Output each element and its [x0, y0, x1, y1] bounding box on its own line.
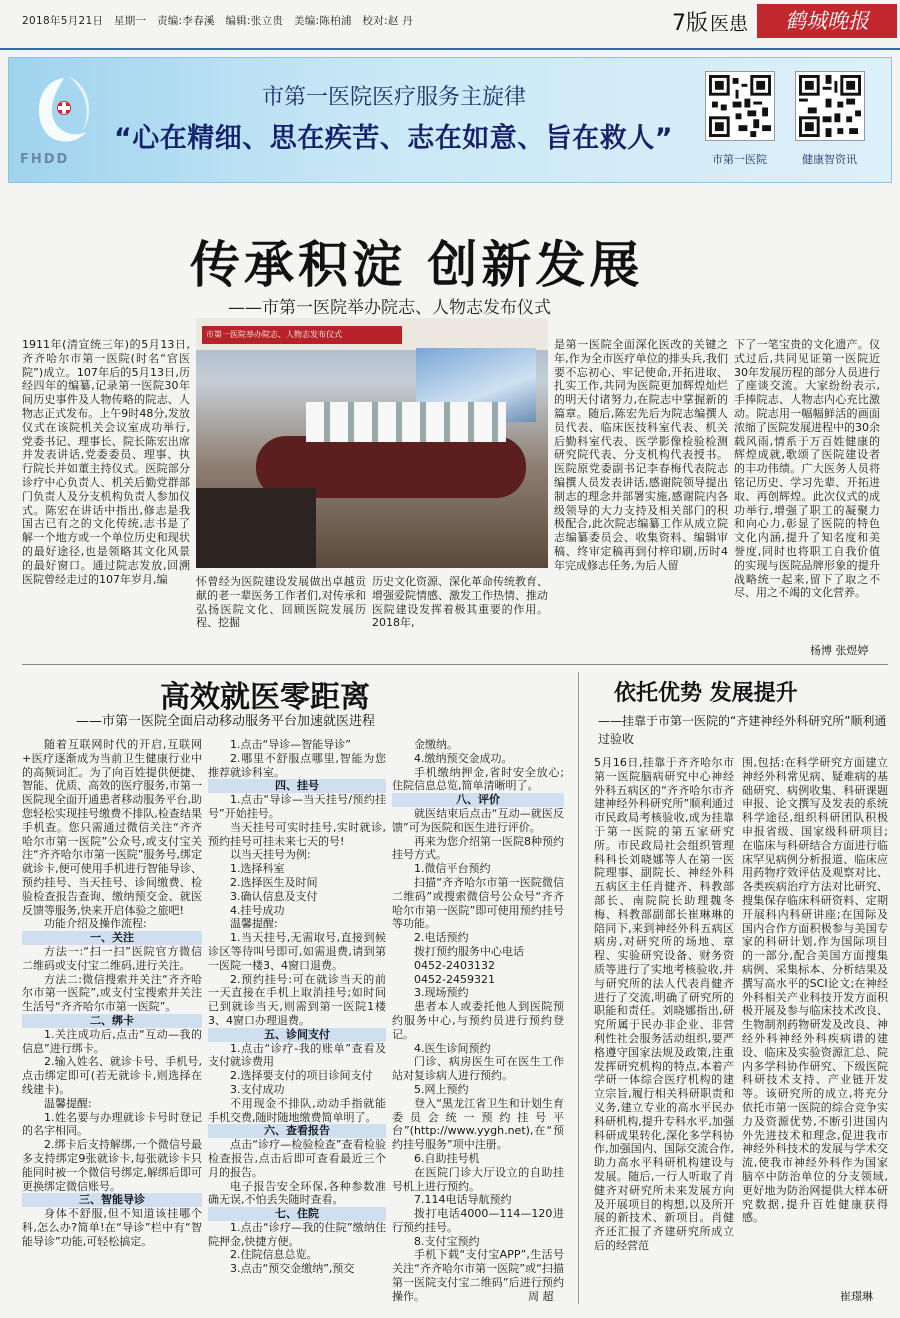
paragraph: 1.点击“诊疗-我的账单”查看及支付就诊费用: [208, 1041, 386, 1069]
header-meta: [22, 13, 420, 28]
qr-code-icon: [796, 72, 864, 140]
article2-col2: [208, 738, 386, 1304]
divider: [22, 664, 888, 665]
paragraph: 6.自助挂号机: [414, 1151, 480, 1165]
page-number: 7版: [672, 11, 708, 36]
article1-byline: 杨博 张煜婷: [810, 644, 869, 657]
paragraph: 金缴纳。: [414, 738, 458, 751]
article2-col1: [22, 738, 202, 1304]
issue-date: 2018年5月21日: [22, 15, 104, 27]
article3-col2: 围,包括:在科学研究方面建立神经外科常见病、疑难病的基础研究、病例收集、科研课题申报、论文撰写及发表的系统科学途径,组织科研团队积极申报省级、国家级科研项目;在临床与科研结合方面进行临床罕见病例分析报道、临床应用药物疗效评估及观察对比、各类疾病治疗方法对比研究、搜集保存临床科研资料、定期开展科内科研讲座;在国际及国内合作方面积极参与美国专家的科研计划,作为国际项目的一部分,配合美国方面搜集病例、采集标本、分析结果及撰写高水平的SCI论文;在神经外科相关产业科技开发方面积极开展及参与临床技术改良、生物制剂药物研发及改良、神经外科神经外科疾病谱的建设、临床及实验资源汇总、院内多学科协作研究、下级医院科研技术支持、产业链开发等。该研究所的成立,将充分依托市第一医院的综合竞争实力及资源优势,不断引进国内外先进技术和理念,促进我市神经外科技术的发展与学术交流,使我市神经外科作为国家脑卒中防治单位的分支领域,更好地为防治网提供大样本研究数据,提升百姓健康获得感。: [742, 756, 888, 1225]
article1-col3: 历史文化资源、深化革命传统教育、增强爱院情感、激发工作热情、推动医院建设发挥着极其重要的作用。2018年,: [372, 575, 548, 630]
paragraph: 随着互联网时代的开启,互联网+医疗逐渐成为当前卫生健康行业中的高频词汇。为了向百姓提供便捷、智能、优质、高效的医疗服务,市第一医院现全面开通患者移动服务平台,助您轻松实现挂号缴费不排队,检查结果手机查。您只需通过微信关注“齐齐哈尔市第一医院”公众号,或支付宝关注“齐齐哈尔市第一医院”服务号,绑定就诊卡,便可使用手机进行智能导诊、预约挂号、当天挂号、诊间缴费、检验检查报告查询、缴纳预交金、就医反馈等服务,快来开启体验之旅吧!: [22, 738, 202, 917]
article1-col1: 1911年(清宣统三年)的5月13日,齐齐哈尔市第一医院(时名“官医院”)成立。107年后的5月13日,历经四年的编纂,记录第一医院30年间历史事件及人物传略的院志、人物志正式发布。上午9时48分,发放仪式在该院机关会议室成功举行,党委书记、理事长、院长陈宏出席并发表讲话,党委委员、理事、执行院长并如董主持仪式。医院部分诊疗中心负责人、机关后勤党群部门负责人及分支机构负责人参加仪式。陈宏在讲话中指出,修志是我国古已有之的文化传统,志书是了解一个地方或一个单位历史和现状的最好途径,也是领略其文化风景的最好窗口。通过院志发放,回溯医院曾经走过的107年岁月,编: [22, 338, 190, 586]
section-heading: 六、查看报告: [208, 1124, 386, 1138]
paragraph: 3.确认信息及支付: [230, 889, 318, 903]
paragraph: 在医院门诊大厅设立的自助挂号机上进行预约。: [392, 1165, 564, 1193]
paragraph: 1.点击“导诊—当天挂号/预约挂号”开始挂号。: [208, 793, 386, 820]
paragraph: 不用现金不排队,动动手指就能手机交费,随时随地缴费简单明了。: [208, 1096, 386, 1124]
paragraph: 4.挂号成功: [230, 903, 285, 917]
proofreader: 校对:赵 丹: [362, 15, 414, 27]
article1-col4: 是第一医院全面深化医改的关键之年,作为全市医疗单位的排头兵,我们要不忘初心、牢记使命,开拓进取、扎实工作,共同为医院更加辉煌灿烂的明天付诸努力,在院志中掌握新的篇章。随后,陈宏先后为院志编撰人员代表、临床医技科室代表、机关后勤科室代表、医学影像检验检测研究院代表、分支机构代表授书。医院原党委副书记李春梅代表院志编撰人员发表讲话,感谢院领导提出制志的理念并部署实施,感谢院内各级领导的大力支持及相关部门的积极配合,此次院志编纂工作从成立院志编纂委员会、收集资料、编辑审稿、终审定稿再到付梓印刷,历时4年完成修志任务,为后人留: [554, 338, 728, 572]
paragraph: 2.住院信息总览。: [230, 1248, 318, 1262]
paragraph: 方法一:“扫一扫”医院官方微信二维码或支付宝二维码,进行关注。: [22, 944, 202, 972]
article3-byline: 崔璟琳: [840, 1290, 873, 1303]
paragraph: 功能介绍及操作流程:: [44, 917, 147, 931]
paragraph: 2.输入姓名、就诊卡号、手机号,点击绑定即可(若无就诊卡,则选择在线建卡)。: [22, 1055, 202, 1096]
paragraph: 拨打电话4000—114—120进行预约挂号。: [392, 1207, 564, 1234]
paragraph: 身体不舒服,但不知道该挂哪个科,怎么办?简单!在“导诊”栏中有“智能导诊”功能,可轻松搞定。: [22, 1207, 202, 1248]
paragraph: 3.点击“预交金缴纳”,预交: [230, 1262, 355, 1276]
paragraph: 拨打预约服务中心电话: [414, 944, 524, 958]
article2-title: 高效就医零距离: [160, 680, 370, 715]
newspaper-logo: 鹤城晚报: [757, 4, 897, 38]
banner-slogan: “心在精细、思在疾苦、志在如意、旨在救人”: [114, 123, 673, 154]
weekday: 星期一: [113, 15, 147, 27]
paragraph: 点击“诊疗—检验检查”查看检验检查报告,点击后即可查看最近三个月的报告。: [208, 1138, 386, 1179]
paragraph: 3.支付成功: [230, 1082, 285, 1096]
logo-text: FHDD: [20, 152, 70, 167]
editor: 责编:李春溪: [156, 15, 215, 27]
paragraph: 0452-2459321: [414, 972, 495, 986]
section-heading: 三、智能导诊: [22, 1193, 202, 1207]
paragraph: 1.选择科室: [230, 862, 285, 876]
section-heading: 五、诊间支付: [208, 1028, 386, 1042]
article2-byline: 周 超: [528, 1290, 554, 1303]
paragraph: 2.绑卡后支持解绑,一个微信号最多支持绑定9张就诊卡,每张就诊卡只能同时被一个微信号绑定,解绑后即可更换绑定微信账号。: [22, 1138, 202, 1193]
hospital-logo-icon: [22, 68, 106, 160]
banner-subtitle: 市第一医院医疗服务主旋律: [262, 85, 527, 110]
designer: 美编:陈柏浦: [293, 15, 352, 27]
qr1-label: 市第一医院: [712, 153, 767, 166]
paragraph: 扫描“齐齐哈尔市第一医院微信二维码”或搜索微信号公众号“齐齐哈尔市第一医院”即可使用预约挂号等功能。: [392, 875, 564, 931]
paragraph: 2.哪里不舒服点哪里,智能为您推荐就诊科室。: [208, 751, 386, 779]
paragraph: 手机缴纳押金,省时安全放心;住院信息总览,简单清晰明了。: [392, 765, 564, 793]
article1-subtitle: ——市第一医院举办院志、人物志发布仪式: [228, 298, 551, 318]
section-heading: 八、评价: [392, 793, 564, 807]
paragraph: 门诊、病房医生可在医生工作站对复诊病人进行预约。: [392, 1055, 564, 1083]
paragraph: 温馨提醒:: [44, 1096, 92, 1110]
article2-subtitle: ——市第一医院全面启动移动服务平台加速就医进程: [76, 714, 376, 729]
paragraph: 1.当天挂号,无需取号,直接到候诊区等待叫号即可,如需退费,请到第一医院一楼3、4窗口退费。: [208, 931, 386, 972]
paragraph: 2.电话预约: [414, 931, 469, 945]
paragraph: 2.预约挂号:可在就诊当天的前一天直接在手机上取消挂号;如时间已到就诊当天,则需到第一医院1楼3、4窗口办理退费。: [208, 972, 386, 1027]
paragraph: 2.选择医生及时间: [230, 875, 318, 889]
compiler: 编辑:张立贵: [225, 15, 284, 27]
section-heading: 七、住院: [208, 1207, 386, 1221]
paragraph: 1.微信平台预约: [414, 862, 491, 876]
article3-subtitle: ——挂靠于市第一医院的“齐建神经外科研究所”顺利通过验收: [598, 714, 887, 746]
paragraph: 1.点击“导诊—智能导诊”: [230, 738, 351, 751]
paragraph: 8.支付宝预约: [414, 1234, 480, 1248]
section-heading: 一、关注: [22, 931, 202, 945]
qr2-label: 健康智资讯: [802, 153, 857, 166]
paragraph: 1.点击“诊疗—我的住院”缴纳住院押金,快捷方便。: [208, 1220, 386, 1248]
paragraph: 4.医生诊间预约: [414, 1041, 491, 1055]
paragraph: 2.选择要支付的项目诊间支付: [230, 1069, 373, 1083]
article3-title: 依托优势 发展提升: [614, 681, 798, 706]
article3-col1: 5月16日,挂靠于齐齐哈尔市第一医院脑病研究中心神经外科五病区的“齐齐哈尔市齐建神经外科研究所”顺利通过市民政局考核验收,成为挂靠于第一医院的第五家研究所。市民政局社会组织管理科科长刘晓娜等人在第一医院理事、副院长、神经外科五病区主任肖健齐、科教部部长、南院院长助理魏冬梅、科教部副部长崔琳琳的陪同下,来到神经外科五病区病房,对研究所的场地、章程、实验研究设备、财务资质等进行了实地考核验收,并与研究所的法人代表肖健齐进行了交流,明确了研究所的职能和责任。刘晓娜指出,研究所属于民办非企业、非营利性社会服务活动组织,要严格遵守国家法规及政策,注重发挥研究机构的特点,本着产学研一体综合医疗机构的建立宗旨,履行相关科研职责和义务,建立专业的高水平民办科研机构,提升专科水平,加强科研成果转化,深化多学科协作,加强国内、国际交流合作,助力高水平科研机构建设与发展。随后,一行人听取了肖健齐对研究所未来发展方向及开展项目的构想,以及所开展的新技术、新项目。肖健齐还汇报了齐建研究所成立后的经营范: [594, 756, 734, 1252]
paragraph: 以当天挂号为例:: [230, 848, 311, 862]
paragraph: 登入“黑龙江省卫生和计划生育委员会统一预约挂号平台”(http://www.yygh.net),在“预约挂号服务”项中注册。: [392, 1096, 564, 1152]
paragraph: 再来为您介绍第一医院8种预约挂号方式。: [392, 834, 564, 862]
article1-col2: 怀曾经为医院建设发展做出卓越贡献的老一辈医务工作者们,对传承和弘扬医院文化、回顾医院发展历程、挖掘: [196, 575, 366, 630]
paragraph: 4.缴纳预交金成功。: [414, 751, 513, 765]
article1-col5: 下了一笔宝贵的文化遗产。仪式过后,共同见证第一医院近30年发展历程的部分人员进行了座谈交流。大家纷纷表示,手捧院志、人物志内心充比激动。院志用一幅幅鲜活的画面浓缩了医院发展进程中的30余载风雨,情系于万百姓健康的辉煌成就,歌颂了医院建设者的丰功伟绩。广大医务人员将铭记历史、学习先辈、开拓进取、再创辉煌。此次仪式的成功举行,增强了职工的凝聚力和向心力,彰显了医院的特色文化内涵,提升了知名度和美誉度,同时也将职工自我价值的实现与医院品牌形象的提升战略统一起来,留下了取之不尽、用之不竭的文化营养。: [734, 338, 880, 600]
paragraph: 当天挂号可实时挂号,实时就诊,预约挂号可挂未来七天的号!: [208, 820, 386, 848]
paragraph: 0452-2403132: [414, 958, 495, 972]
qr-code-icon: [706, 72, 774, 140]
paragraph: 方法二:微信搜索并关注“齐齐哈尔市第一医院”,或支付宝搜索并关注生活号“齐齐哈尔市第一医院”。: [22, 972, 202, 1014]
paragraph: 7.114电话导航预约: [414, 1193, 512, 1207]
paragraph: 温馨提醒:: [230, 917, 278, 931]
ceremony-photo: [196, 318, 548, 568]
article1-title: 传承积淀 创新发展: [190, 235, 644, 294]
section-name: 医患: [710, 13, 749, 35]
paragraph: 5.网上预约: [414, 1082, 469, 1096]
divider: [578, 672, 579, 1304]
paragraph: 电子报告安全环保,各种参数准确无误,不怕丢失随时查看。: [208, 1179, 386, 1207]
paragraph: 1.关注成功后,点击“互动—我的信息”进行绑卡。: [22, 1027, 202, 1055]
section-heading: 四、挂号: [208, 779, 386, 793]
paragraph: 3.现场预约: [414, 986, 469, 1000]
paragraph: 手机下载“支付宝APP”,生活号关注“齐齐哈尔市第一医院”或“扫描第一医院支付宝二维码”后进行预约操作。: [392, 1248, 564, 1303]
photo-banner: 市第一医院举办院志、人物志发布仪式: [202, 326, 402, 344]
section-heading: 二、绑卡: [22, 1014, 202, 1028]
paragraph: 1.姓名要与办理就诊卡号时登记的名字相同。: [22, 1110, 202, 1138]
paragraph: 就医结束后点击“互动—就医反馈”可为医院和医生进行评价。: [392, 806, 564, 834]
paragraph: 患者本人或委托他人到医院预约服务中心,与预约员进行预约登记。: [392, 1000, 564, 1041]
